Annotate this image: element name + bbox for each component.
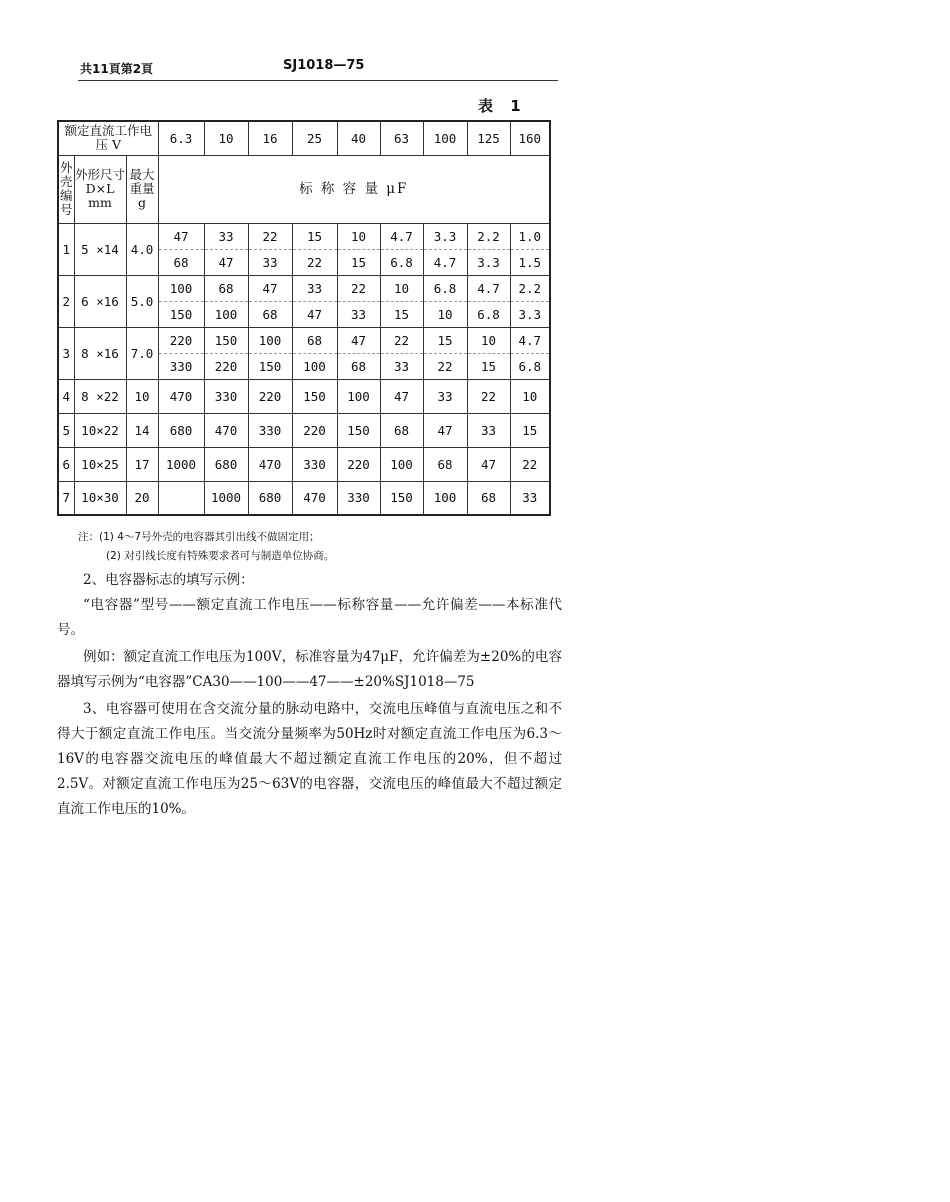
- capacitance-cell: 15: [380, 301, 423, 327]
- capacitance-cell: 10: [423, 301, 467, 327]
- dimension-cell: 8 ×22: [74, 379, 126, 413]
- weight-cell: 17: [126, 447, 158, 481]
- dimension-cell: 10×25: [74, 447, 126, 481]
- weight-cell: 7.0: [126, 327, 158, 379]
- capacitance-cell: 68: [423, 447, 467, 481]
- capacitance-cell: 68: [248, 301, 292, 327]
- capacitance-cell: 2.2: [510, 275, 550, 301]
- capacitance-cell: 3.3: [423, 223, 467, 249]
- capacitance-cell: 15: [337, 249, 380, 275]
- capacitance-cell: 15: [467, 353, 510, 379]
- table-row: [58, 379, 550, 413]
- capacitance-cell: 680: [158, 413, 204, 447]
- voltage-header: 16: [248, 121, 292, 155]
- capacitance-cell: 6.8: [510, 353, 550, 379]
- capacitance-cell: 22: [292, 249, 337, 275]
- table-row: [58, 481, 550, 515]
- weight-cell: 4.0: [126, 223, 158, 275]
- rated-voltage-header: 额定直流工作电压 V: [58, 121, 158, 155]
- capacitance-cell: 33: [467, 413, 510, 447]
- capacitance-cell: 47: [380, 379, 423, 413]
- capacitance-cell: 6.8: [467, 301, 510, 327]
- capacitance-cell: 10: [510, 379, 550, 413]
- capacitance-cell: 33: [292, 275, 337, 301]
- voltage-header: 40: [337, 121, 380, 155]
- case-no-cell: 2: [58, 275, 74, 327]
- capacitance-cell: 68: [337, 353, 380, 379]
- table-notes: [78, 528, 334, 566]
- case-no-cell: 5: [58, 413, 74, 447]
- capacitance-cell: 1.5: [510, 249, 550, 275]
- case-no-cell: 7: [58, 481, 74, 515]
- capacitance-cell: 1000: [204, 481, 248, 515]
- voltage-header: 25: [292, 121, 337, 155]
- capacitance-cell: 15: [423, 327, 467, 353]
- case-no-header: 外壳编号: [58, 155, 74, 223]
- capacitance-cell: 100: [204, 301, 248, 327]
- case-no-cell: 1: [58, 223, 74, 275]
- capacitance-cell: 47: [204, 249, 248, 275]
- standard-code: SJ1018—75: [283, 58, 365, 73]
- capacitance-cell: 330: [337, 481, 380, 515]
- voltage-header: 10: [204, 121, 248, 155]
- capacitance-cell: 330: [292, 447, 337, 481]
- capacitance-cell: 33: [510, 481, 550, 515]
- capacitance-cell: 220: [158, 327, 204, 353]
- capacitance-cell: 47: [292, 301, 337, 327]
- table-row: [58, 413, 550, 447]
- note-2: (2) 对引线长度有特殊要求者可与制造单位协商。: [106, 550, 335, 562]
- capacitance-cell: 4.7: [510, 327, 550, 353]
- marking-example: 例如：额定直流工作电压为100V，标准容量为47μF，允许偏差为±20%的电容器填写示例为“电容器”CA30——100——47——±20%SJ1018—75: [57, 649, 562, 690]
- table-row: [58, 223, 550, 249]
- capacitance-cell: 220: [292, 413, 337, 447]
- section-2-heading: 2、电容器标志的填写示例：: [83, 572, 254, 588]
- capacitance-cell: 68: [380, 413, 423, 447]
- dimension-cell: 10×22: [74, 413, 126, 447]
- capacitance-cell: 47: [423, 413, 467, 447]
- weight-cell: 14: [126, 413, 158, 447]
- capacitance-cell: 22: [467, 379, 510, 413]
- capacitance-cell: 6.8: [380, 249, 423, 275]
- capacitance-cell: 220: [337, 447, 380, 481]
- header-rule: [78, 80, 558, 81]
- capacitance-cell: 22: [380, 327, 423, 353]
- capacitance-cell: 680: [248, 481, 292, 515]
- table-row: [58, 275, 550, 301]
- capacitance-cell: 150: [337, 413, 380, 447]
- capacitance-cell: 3.3: [510, 301, 550, 327]
- capacitance-cell: 470: [292, 481, 337, 515]
- capacitance-cell: 100: [292, 353, 337, 379]
- capacitance-cell: 33: [204, 223, 248, 249]
- voltage-header: 100: [423, 121, 467, 155]
- section-3-paragraph: 3、电容器可使用在含交流分量的脉动电路中，交流电压峰值与直流电压之和不得大于额定直流工作电压。当交流分量频率为50Hz时对额定直流工作电压为6.3～16V的电容器交流电压的峰值最大不超过额定直流工作电压的20%，但不超过2.5V。对额定直流工作电压为25～63V的电容器，交流电压的峰值最大不超过额定直流工作电压的10%。: [57, 701, 562, 817]
- capacitance-cell: 220: [248, 379, 292, 413]
- capacitance-cell: 150: [248, 353, 292, 379]
- capacitance-cell: 22: [423, 353, 467, 379]
- capacitance-cell: 470: [158, 379, 204, 413]
- page-info: 共11頁第2頁: [80, 62, 154, 76]
- capacitance-cell: 68: [292, 327, 337, 353]
- dimensions-header: 外形尺寸 D×L mm: [74, 155, 126, 223]
- voltage-header: 125: [467, 121, 510, 155]
- capacitance-cell: 100: [248, 327, 292, 353]
- dimension-cell: 6 ×16: [74, 275, 126, 327]
- body-text: [57, 568, 562, 822]
- dimension-cell: 10×30: [74, 481, 126, 515]
- capacitance-cell: 47: [158, 223, 204, 249]
- voltage-header: 6.3: [158, 121, 204, 155]
- weight-header: 最大重量 g: [126, 155, 158, 223]
- capacitance-cell: 22: [510, 447, 550, 481]
- case-no-cell: 6: [58, 447, 74, 481]
- capacitance-cell: 150: [380, 481, 423, 515]
- capacitance-cell: 150: [204, 327, 248, 353]
- capacitance-cell: 150: [158, 301, 204, 327]
- dimension-cell: 8 ×16: [74, 327, 126, 379]
- table-caption: 表 1: [478, 97, 527, 115]
- capacitance-cell: 22: [248, 223, 292, 249]
- capacitance-cell: 470: [204, 413, 248, 447]
- capacitance-cell: 3.3: [467, 249, 510, 275]
- capacitance-cell: 33: [423, 379, 467, 413]
- note-1: 注：(1) 4～7号外壳的电容器其引出线不做固定用；: [78, 531, 320, 543]
- capacitance-cell: 15: [510, 413, 550, 447]
- marking-format: “电容器”型号——额定直流工作电压——标称容量——允许偏差——本标准代号。: [57, 597, 562, 638]
- capacitance-cell: 6.8: [423, 275, 467, 301]
- capacitance-cell: 100: [337, 379, 380, 413]
- capacitance-cell: [158, 481, 204, 515]
- capacitance-cell: 33: [248, 249, 292, 275]
- capacitance-cell: 220: [204, 353, 248, 379]
- capacitance-cell: 15: [292, 223, 337, 249]
- capacitance-cell: 2.2: [467, 223, 510, 249]
- capacitance-cell: 10: [380, 275, 423, 301]
- capacitance-cell: 4.7: [467, 275, 510, 301]
- capacitance-cell: 4.7: [423, 249, 467, 275]
- capacitance-cell: 68: [158, 249, 204, 275]
- capacitance-cell: 10: [467, 327, 510, 353]
- dimension-cell: 5 ×14: [74, 223, 126, 275]
- capacitance-cell: 680: [204, 447, 248, 481]
- capacitance-cell: 4.7: [380, 223, 423, 249]
- capacitance-table: [57, 120, 551, 516]
- capacitance-cell: 47: [337, 327, 380, 353]
- capacitance-cell: 100: [158, 275, 204, 301]
- capacitance-cell: 100: [380, 447, 423, 481]
- table-row: [58, 327, 550, 353]
- capacitance-cell: 22: [337, 275, 380, 301]
- weight-cell: 20: [126, 481, 158, 515]
- table-row: [58, 447, 550, 481]
- voltage-header: 160: [510, 121, 550, 155]
- capacitance-cell: 1000: [158, 447, 204, 481]
- case-no-cell: 3: [58, 327, 74, 379]
- capacitance-cell: 470: [248, 447, 292, 481]
- voltage-header: 63: [380, 121, 423, 155]
- capacitance-cell: 68: [204, 275, 248, 301]
- capacitance-cell: 47: [467, 447, 510, 481]
- capacitance-cell: 47: [248, 275, 292, 301]
- capacitance-cell: 1.0: [510, 223, 550, 249]
- capacitance-cell: 68: [467, 481, 510, 515]
- capacitance-cell: 33: [337, 301, 380, 327]
- capacitance-cell: 100: [423, 481, 467, 515]
- weight-cell: 10: [126, 379, 158, 413]
- capacitance-cell: 330: [158, 353, 204, 379]
- capacitance-header: 标 称 容 量 μF: [158, 155, 550, 223]
- case-no-cell: 4: [58, 379, 74, 413]
- capacitance-cell: 150: [292, 379, 337, 413]
- weight-cell: 5.0: [126, 275, 158, 327]
- capacitance-cell: 330: [204, 379, 248, 413]
- capacitance-cell: 330: [248, 413, 292, 447]
- capacitance-cell: 33: [380, 353, 423, 379]
- capacitance-cell: 10: [337, 223, 380, 249]
